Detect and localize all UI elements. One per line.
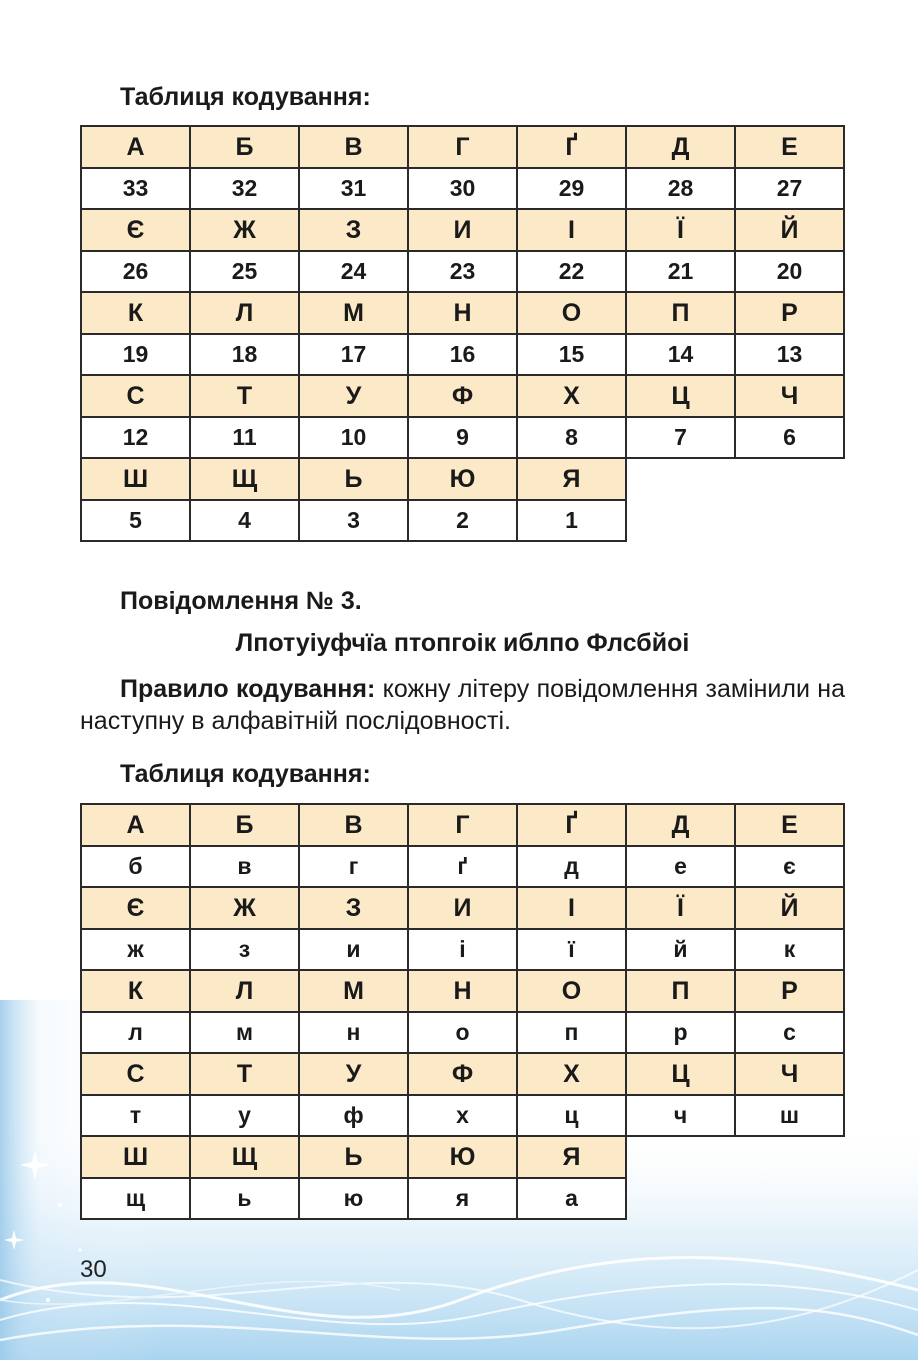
code-row [81,1012,844,1053]
code-cell: ф [299,1095,408,1136]
code-cell: и [299,929,408,970]
letter-cell: Х [517,1053,626,1095]
code-cell: 27 [735,168,844,209]
letter-cell: Б [190,804,299,846]
letter-cell: Р [735,292,844,334]
letter-cell: Ш [81,1136,190,1178]
letter-cell: Ь [299,1136,408,1178]
code-cell: є [735,846,844,887]
letter-row [81,1053,844,1095]
page-number: 30 [80,1256,107,1283]
empty-cell [735,1136,844,1178]
letter-cell: К [81,970,190,1012]
letter-row [81,887,844,929]
letter-cell: В [299,126,408,168]
letter-cell: З [299,209,408,251]
letter-cell: М [299,970,408,1012]
letter-cell: З [299,887,408,929]
rule-label: Правило кодування: [120,675,376,703]
code-cell: 30 [408,168,517,209]
section1-table-heading: Таблиця кодування: [120,83,371,111]
code-cell: 15 [517,334,626,375]
letter-cell: Ї [626,887,735,929]
code-cell: ч [626,1095,735,1136]
code-cell: щ [81,1178,190,1219]
letter-cell: Ц [626,1053,735,1095]
code-cell: р [626,1012,735,1053]
code-cell: м [190,1012,299,1053]
letter-cell: Ґ [517,804,626,846]
letter-cell: П [626,292,735,334]
letter-cell: Є [81,209,190,251]
letter-cell: Щ [190,458,299,500]
letter-cell: О [517,292,626,334]
letter-cell: Г [408,804,517,846]
code-cell: 22 [517,251,626,292]
ciphertext: Лпотуіуфчїа птопгоік иблпо Флсбйоі [235,629,690,657]
letter-cell: Й [735,887,844,929]
code-row [81,846,844,887]
code-cell: 1 [517,500,626,541]
letter-cell: Ю [408,458,517,500]
code-cell: 11 [190,417,299,458]
letter-cell: Ь [299,458,408,500]
letter-cell: У [299,375,408,417]
letter-cell: К [81,292,190,334]
letter-cell: Я [517,1136,626,1178]
code-cell: 28 [626,168,735,209]
code-row [81,500,844,541]
code-cell: ю [299,1178,408,1219]
letter-cell: С [81,1053,190,1095]
empty-cell [735,458,844,500]
letter-cell: А [81,126,190,168]
empty-cell [626,1178,735,1219]
code-cell: к [735,929,844,970]
code-cell: я [408,1178,517,1219]
code-cell: п [517,1012,626,1053]
letter-row [81,375,844,417]
code-cell: 10 [299,417,408,458]
coding-rule [80,673,845,737]
letter-cell: И [408,887,517,929]
letter-cell: И [408,209,517,251]
letter-cell: О [517,970,626,1012]
letter-row [81,1136,844,1178]
code-cell: й [626,929,735,970]
code-cell: і [408,929,517,970]
empty-cell [735,1178,844,1219]
coding-table-letters [80,803,845,1220]
letter-cell: І [517,209,626,251]
letter-row [81,209,844,251]
code-cell: н [299,1012,408,1053]
letter-cell: Е [735,126,844,168]
rule-text: кожну літеру повідомлення замінили на наступну в алфавітній послідовності. [80,675,845,735]
letter-cell: Л [190,292,299,334]
letter-cell: Д [626,804,735,846]
code-cell: 12 [81,417,190,458]
code-cell: з [190,929,299,970]
code-cell: 5 [81,500,190,541]
code-cell: е [626,846,735,887]
letter-cell: Щ [190,1136,299,1178]
empty-cell [626,458,735,500]
code-cell: с [735,1012,844,1053]
letter-row [81,292,844,334]
code-cell: 2 [408,500,517,541]
code-cell: 18 [190,334,299,375]
letter-cell: Ч [735,1053,844,1095]
code-cell: 19 [81,334,190,375]
code-cell: 9 [408,417,517,458]
code-cell: у [190,1095,299,1136]
letter-cell: Е [735,804,844,846]
letter-cell: С [81,375,190,417]
letter-cell: Й [735,209,844,251]
code-row [81,417,844,458]
letter-cell: І [517,887,626,929]
letter-cell: Ї [626,209,735,251]
code-cell: 7 [626,417,735,458]
code-cell: 23 [408,251,517,292]
letter-cell: У [299,1053,408,1095]
letter-cell: Ж [190,209,299,251]
code-cell: а [517,1178,626,1219]
code-cell: 31 [299,168,408,209]
code-cell: ц [517,1095,626,1136]
code-row [81,168,844,209]
letter-row [81,970,844,1012]
code-cell: о [408,1012,517,1053]
code-row [81,334,844,375]
letter-cell: Ф [408,375,517,417]
code-cell: 4 [190,500,299,541]
code-cell: ґ [408,846,517,887]
letter-cell: А [81,804,190,846]
code-cell: 21 [626,251,735,292]
code-cell: 25 [190,251,299,292]
code-cell: ь [190,1178,299,1219]
code-cell: ш [735,1095,844,1136]
code-row [81,929,844,970]
code-cell: х [408,1095,517,1136]
code-cell: 24 [299,251,408,292]
letter-row [81,804,844,846]
letter-cell: М [299,292,408,334]
code-cell: л [81,1012,190,1053]
letter-cell: Н [408,970,517,1012]
letter-cell: Б [190,126,299,168]
letter-cell: Т [190,1053,299,1095]
letter-cell: Є [81,887,190,929]
letter-cell: Л [190,970,299,1012]
letter-row [81,458,844,500]
code-row [81,1178,844,1219]
letter-cell: Г [408,126,517,168]
letter-cell: Р [735,970,844,1012]
code-cell: 26 [81,251,190,292]
code-cell: в [190,846,299,887]
code-cell: ї [517,929,626,970]
code-cell: д [517,846,626,887]
empty-cell [735,500,844,541]
empty-cell [626,1136,735,1178]
code-cell: 20 [735,251,844,292]
code-cell: 16 [408,334,517,375]
letter-cell: Ґ [517,126,626,168]
code-cell: 3 [299,500,408,541]
letter-cell: Т [190,375,299,417]
code-cell: 13 [735,334,844,375]
letter-cell: Ц [626,375,735,417]
empty-cell [626,500,735,541]
letter-cell: Я [517,458,626,500]
code-cell: т [81,1095,190,1136]
letter-cell: Ю [408,1136,517,1178]
code-cell: г [299,846,408,887]
code-cell: 14 [626,334,735,375]
coding-table-numbers [80,125,845,542]
code-cell: 32 [190,168,299,209]
letter-cell: Ш [81,458,190,500]
code-cell: 8 [517,417,626,458]
code-cell: 17 [299,334,408,375]
letter-cell: Ч [735,375,844,417]
letter-cell: Д [626,126,735,168]
code-row [81,1095,844,1136]
code-cell: 6 [735,417,844,458]
code-cell: ж [81,929,190,970]
code-cell: б [81,846,190,887]
code-row [81,251,844,292]
letter-cell: Ф [408,1053,517,1095]
code-cell: 29 [517,168,626,209]
code-cell: 33 [81,168,190,209]
message-title: Повідомлення № 3. [120,587,362,615]
letter-cell: П [626,970,735,1012]
letter-row [81,126,844,168]
letter-cell: Н [408,292,517,334]
letter-cell: В [299,804,408,846]
letter-cell: Ж [190,887,299,929]
letter-cell: Х [517,375,626,417]
section2-table-heading: Таблиця кодування: [120,760,371,788]
